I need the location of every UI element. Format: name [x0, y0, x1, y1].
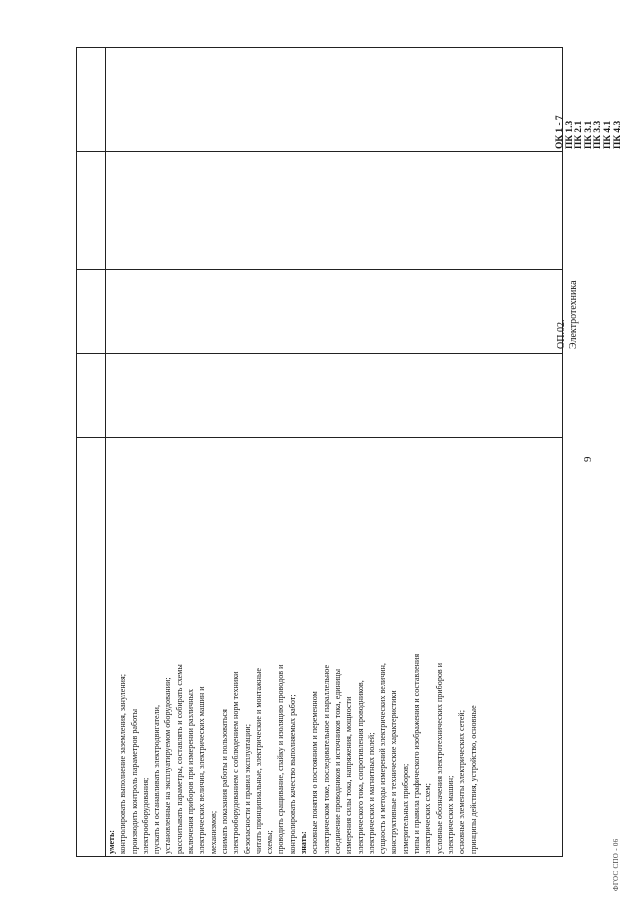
- skill-line: рассчитывать параметры, составлять и собирать схемы: [174, 664, 184, 854]
- discipline-name: Электротехника: [568, 280, 579, 349]
- table-column-divider: [76, 151, 563, 152]
- page-number: 9: [582, 456, 594, 462]
- skill-line: принципы действия, устройство, основные: [468, 705, 478, 854]
- skill-line: производить контроль параметров работы: [129, 708, 139, 854]
- skill-line: электрических схем;: [423, 783, 433, 854]
- skill-line: измерительных приборов;: [400, 763, 410, 854]
- discipline-code: ОП.02.: [556, 319, 567, 349]
- competencies-cell: [556, 115, 623, 149]
- skill-line: безопасности и правил эксплуатации;: [242, 724, 252, 854]
- skill-line: сущность и методы измерений электрических величин,: [378, 663, 388, 854]
- competency-item: ПК 4.3: [612, 120, 623, 149]
- skill-line: контролировать выполнение заземления, зануления;: [118, 674, 128, 854]
- competency-item: ПК 3.3: [593, 120, 604, 149]
- curriculum-table: [76, 47, 623, 857]
- skill-line: типы и правила графического изображения и составления: [412, 653, 422, 854]
- section-heading: знать:: [299, 831, 309, 854]
- form-code: ФГОС СПО - 06: [612, 838, 620, 891]
- skill-line: измерения силы тока, напряжения, мощности: [344, 696, 354, 854]
- skill-line: установленные на эксплуатируемом оборудовании;: [163, 677, 173, 854]
- table-border-left: [76, 856, 563, 857]
- skill-line: включения приборов при измерении различных: [186, 688, 196, 854]
- skill-line: основные элементы электрических сетей;: [457, 709, 467, 854]
- skill-line: электрооборудованием с соблюдением норм техники: [231, 671, 241, 854]
- table-column-divider: [76, 269, 563, 270]
- skill-line: электрических и магнитных полей;: [366, 732, 376, 854]
- skill-line: снимать показания работы и пользоваться: [219, 709, 229, 854]
- table-border-right: [76, 47, 563, 48]
- section-heading: уметь:: [107, 830, 116, 854]
- competency-item: ПК 4.1: [602, 120, 613, 149]
- table-column-divider: [76, 437, 563, 438]
- skill-line: электрического тока, сопротивления проводников,: [355, 680, 365, 854]
- discipline-cell: [556, 280, 580, 349]
- skill-line: пускать и останавливать электродвигатели,: [152, 705, 162, 854]
- skill-line: схемы;: [265, 830, 275, 854]
- table-column-divider: [76, 353, 563, 354]
- table-border-bottom: [562, 47, 563, 857]
- competency-item: ПК 1.3: [564, 120, 575, 149]
- skill-line: условные обозначения электротехнических приборов и: [434, 662, 444, 854]
- competency-item: ОК 1 - 7: [555, 115, 565, 149]
- skill-line: основные понятия о постоянном и переменном: [310, 691, 320, 854]
- skill-line: электрических величин, электрических машин и: [197, 686, 207, 854]
- skill-line: механизмов;: [208, 810, 218, 854]
- competency-item: ПК 2.1: [574, 120, 585, 149]
- skill-line: проводить сращивание, спайку и изоляцию проводов и: [276, 664, 286, 854]
- skill-line: электрическом токе, последовательное и параллельное: [321, 664, 331, 854]
- competency-item: ПК 3.1: [583, 120, 594, 149]
- table-border-top: [76, 47, 77, 857]
- skill-line: конструктивные и технические характеристики: [389, 690, 399, 854]
- skill-line: соединение проводников и источников тока, единицы: [332, 668, 342, 854]
- skill-line: контролировать качество выполняемых работ;: [287, 694, 297, 854]
- skills-knowledge-cell: [106, 442, 558, 854]
- skill-line: читать принципиальные, электрические и монтажные: [253, 667, 263, 854]
- skill-line: электрических машин;: [445, 775, 455, 854]
- skill-line: электрооборудования;: [140, 777, 150, 854]
